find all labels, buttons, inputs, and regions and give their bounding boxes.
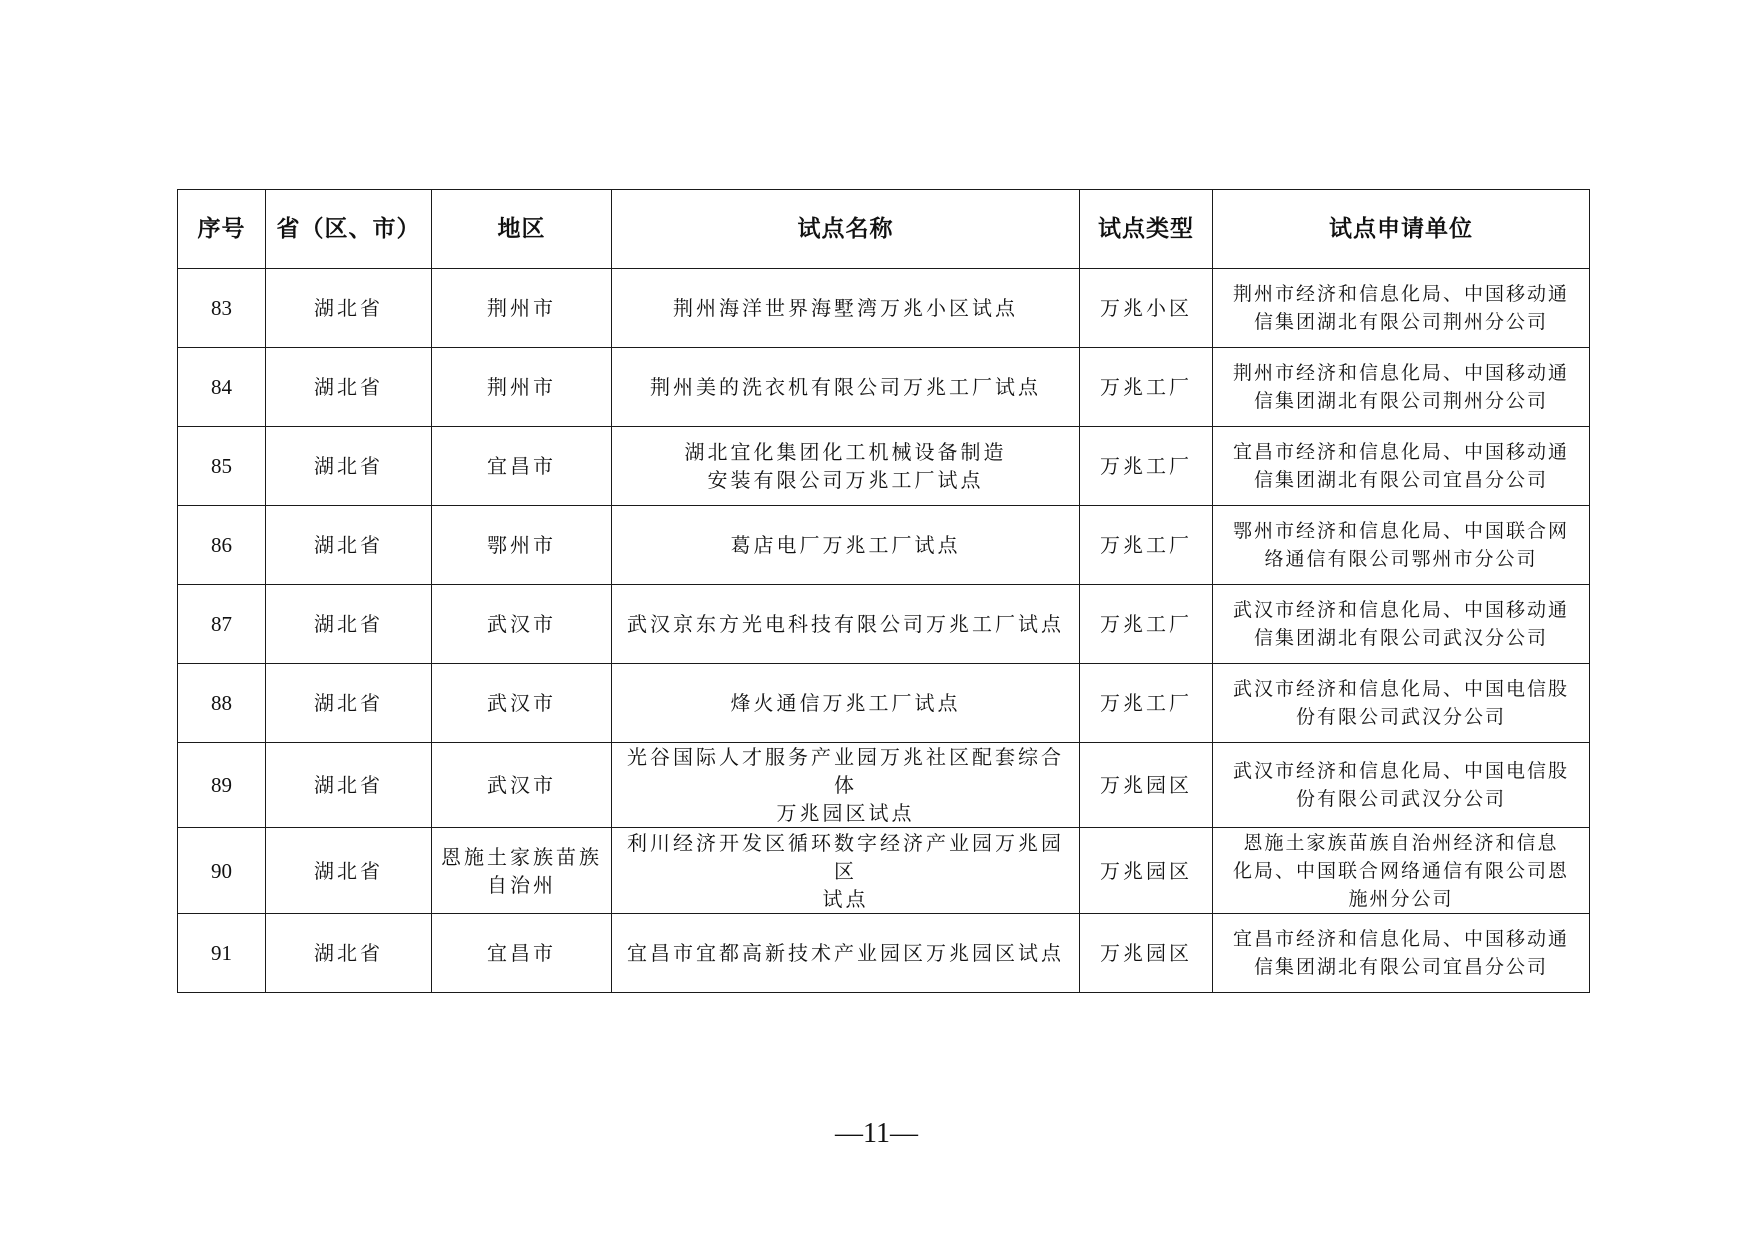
cell-unit — [1213, 743, 1590, 828]
cell-name — [612, 828, 1080, 914]
cell-region-line: 武汉市 — [487, 773, 556, 797]
cell-province: 湖北省 — [266, 506, 432, 585]
cell-type: 万兆园区 — [1080, 828, 1213, 914]
cell-name-line: 试点 — [822, 886, 869, 911]
cell-region-line: 宜昌市 — [487, 454, 556, 478]
header-region: 地区 — [432, 190, 612, 269]
cell-name — [612, 348, 1080, 427]
table-body — [178, 269, 1590, 993]
cell-unit-line: 武汉市经济和信息化局、中国电信股 — [1232, 678, 1569, 700]
cell-type: 万兆工厂 — [1080, 348, 1213, 427]
cell-type: 万兆园区 — [1080, 743, 1213, 828]
cell-seq: 90 — [178, 828, 266, 914]
cell-province: 湖北省 — [266, 427, 432, 506]
cell-region-line: 武汉市 — [487, 612, 556, 636]
cell-name — [612, 427, 1080, 506]
cell-region — [432, 427, 612, 506]
cell-province: 湖北省 — [266, 828, 432, 914]
cell-seq: 88 — [178, 664, 266, 743]
cell-unit — [1213, 348, 1590, 427]
cell-type: 万兆工厂 — [1080, 664, 1213, 743]
cell-name — [612, 269, 1080, 348]
pilot-list-sheet — [177, 189, 1589, 993]
cell-seq: 91 — [178, 914, 266, 993]
cell-region — [432, 506, 612, 585]
cell-province: 湖北省 — [266, 585, 432, 664]
cell-type: 万兆工厂 — [1080, 427, 1213, 506]
table-row — [178, 664, 1590, 743]
cell-name-line: 万兆园区试点 — [776, 801, 915, 825]
cell-region — [432, 828, 612, 914]
header-unit: 试点申请单位 — [1213, 190, 1590, 269]
table-row — [178, 348, 1590, 427]
cell-unit-line: 荆州市经济和信息化局、中国移动通 — [1232, 362, 1569, 384]
table-row — [178, 269, 1590, 348]
table-row — [178, 914, 1590, 993]
cell-name — [612, 743, 1080, 828]
cell-type: 万兆园区 — [1080, 914, 1213, 993]
cell-name-line: 湖北宜化集团化工机械设备制造 — [684, 440, 1007, 464]
cell-type: 万兆工厂 — [1080, 506, 1213, 585]
table-row — [178, 427, 1590, 506]
cell-name-line: 宜昌市宜都高新技术产业园区万兆园区试点 — [627, 941, 1064, 965]
cell-name-line: 烽火通信万兆工厂试点 — [730, 691, 961, 715]
cell-province: 湖北省 — [266, 914, 432, 993]
cell-name — [612, 506, 1080, 585]
cell-unit-line: 信集团湖北有限公司宜昌分公司 — [1253, 956, 1548, 978]
cell-unit-line: 武汉市经济和信息化局、中国电信股 — [1232, 760, 1569, 782]
cell-region-line: 自治州 — [487, 872, 556, 897]
cell-unit — [1213, 506, 1590, 585]
cell-unit-line: 宜昌市经济和信息化局、中国移动通 — [1232, 441, 1569, 463]
cell-region — [432, 269, 612, 348]
cell-unit — [1213, 914, 1590, 993]
cell-unit-line: 络通信有限公司鄂州市分公司 — [1264, 548, 1538, 570]
cell-type: 万兆小区 — [1080, 269, 1213, 348]
header-type: 试点类型 — [1080, 190, 1213, 269]
cell-unit-line: 份有限公司武汉分公司 — [1295, 706, 1506, 728]
cell-province: 湖北省 — [266, 664, 432, 743]
cell-name-line: 安装有限公司万兆工厂试点 — [707, 468, 984, 492]
cell-province: 湖北省 — [266, 743, 432, 828]
cell-region-line: 荆州市 — [487, 375, 556, 399]
cell-unit — [1213, 269, 1590, 348]
table-row — [178, 743, 1590, 828]
cell-unit-line: 信集团湖北有限公司宜昌分公司 — [1253, 469, 1548, 491]
cell-type: 万兆工厂 — [1080, 585, 1213, 664]
pilot-table — [177, 189, 1590, 993]
page-number: —11— — [835, 1118, 918, 1149]
cell-region — [432, 348, 612, 427]
header-name: 试点名称 — [612, 190, 1080, 269]
cell-unit-line: 份有限公司武汉分公司 — [1295, 788, 1506, 810]
cell-name — [612, 585, 1080, 664]
table-header-row — [178, 190, 1590, 269]
cell-unit-line: 信集团湖北有限公司荆州分公司 — [1253, 390, 1548, 412]
cell-unit — [1213, 664, 1590, 743]
cell-name-line: 葛店电厂万兆工厂试点 — [730, 533, 961, 557]
cell-unit-line: 信集团湖北有限公司武汉分公司 — [1253, 627, 1548, 649]
cell-unit — [1213, 585, 1590, 664]
cell-name — [612, 664, 1080, 743]
cell-province: 湖北省 — [266, 269, 432, 348]
table-row — [178, 506, 1590, 585]
table-row — [178, 828, 1590, 914]
cell-region-line: 武汉市 — [487, 691, 556, 715]
cell-unit-line: 信集团湖北有限公司荆州分公司 — [1253, 311, 1548, 333]
cell-unit-line: 武汉市经济和信息化局、中国移动通 — [1232, 599, 1569, 621]
header-province: 省（区、市） — [266, 190, 432, 269]
cell-region — [432, 743, 612, 828]
cell-region-line: 宜昌市 — [487, 941, 556, 965]
cell-name-line: 利川经济开发区循环数字经济产业园万兆园区 — [627, 830, 1064, 883]
cell-region-line: 荆州市 — [487, 296, 556, 320]
cell-unit-line: 恩施土家族苗族自治州经济和信息 — [1243, 831, 1559, 854]
cell-name-line: 武汉京东方光电科技有限公司万兆工厂试点 — [627, 612, 1064, 636]
cell-seq: 89 — [178, 743, 266, 828]
cell-region — [432, 914, 612, 993]
cell-seq: 83 — [178, 269, 266, 348]
cell-unit-line: 宜昌市经济和信息化局、中国移动通 — [1232, 928, 1569, 950]
cell-region — [432, 585, 612, 664]
cell-region — [432, 664, 612, 743]
cell-seq: 87 — [178, 585, 266, 664]
cell-region-line: 鄂州市 — [487, 533, 556, 557]
cell-unit-line: 鄂州市经济和信息化局、中国联合网 — [1232, 520, 1569, 542]
cell-name-line: 荆州美的洗衣机有限公司万兆工厂试点 — [650, 375, 1041, 399]
header-seq: 序号 — [178, 190, 266, 269]
cell-unit — [1213, 427, 1590, 506]
cell-name — [612, 914, 1080, 993]
cell-unit-line: 化局、中国联合网络通信有限公司恩 — [1232, 859, 1569, 882]
cell-seq: 85 — [178, 427, 266, 506]
cell-unit-line: 荆州市经济和信息化局、中国移动通 — [1232, 283, 1569, 305]
cell-unit-line: 施州分公司 — [1348, 887, 1454, 910]
table-row — [178, 585, 1590, 664]
cell-province: 湖北省 — [266, 348, 432, 427]
cell-region-line: 恩施土家族苗族 — [441, 844, 602, 869]
cell-seq: 86 — [178, 506, 266, 585]
cell-name-line: 荆州海洋世界海墅湾万兆小区试点 — [673, 296, 1018, 320]
cell-unit — [1213, 828, 1590, 914]
cell-name-line: 光谷国际人才服务产业园万兆社区配套综合体 — [627, 745, 1064, 797]
cell-seq: 84 — [178, 348, 266, 427]
